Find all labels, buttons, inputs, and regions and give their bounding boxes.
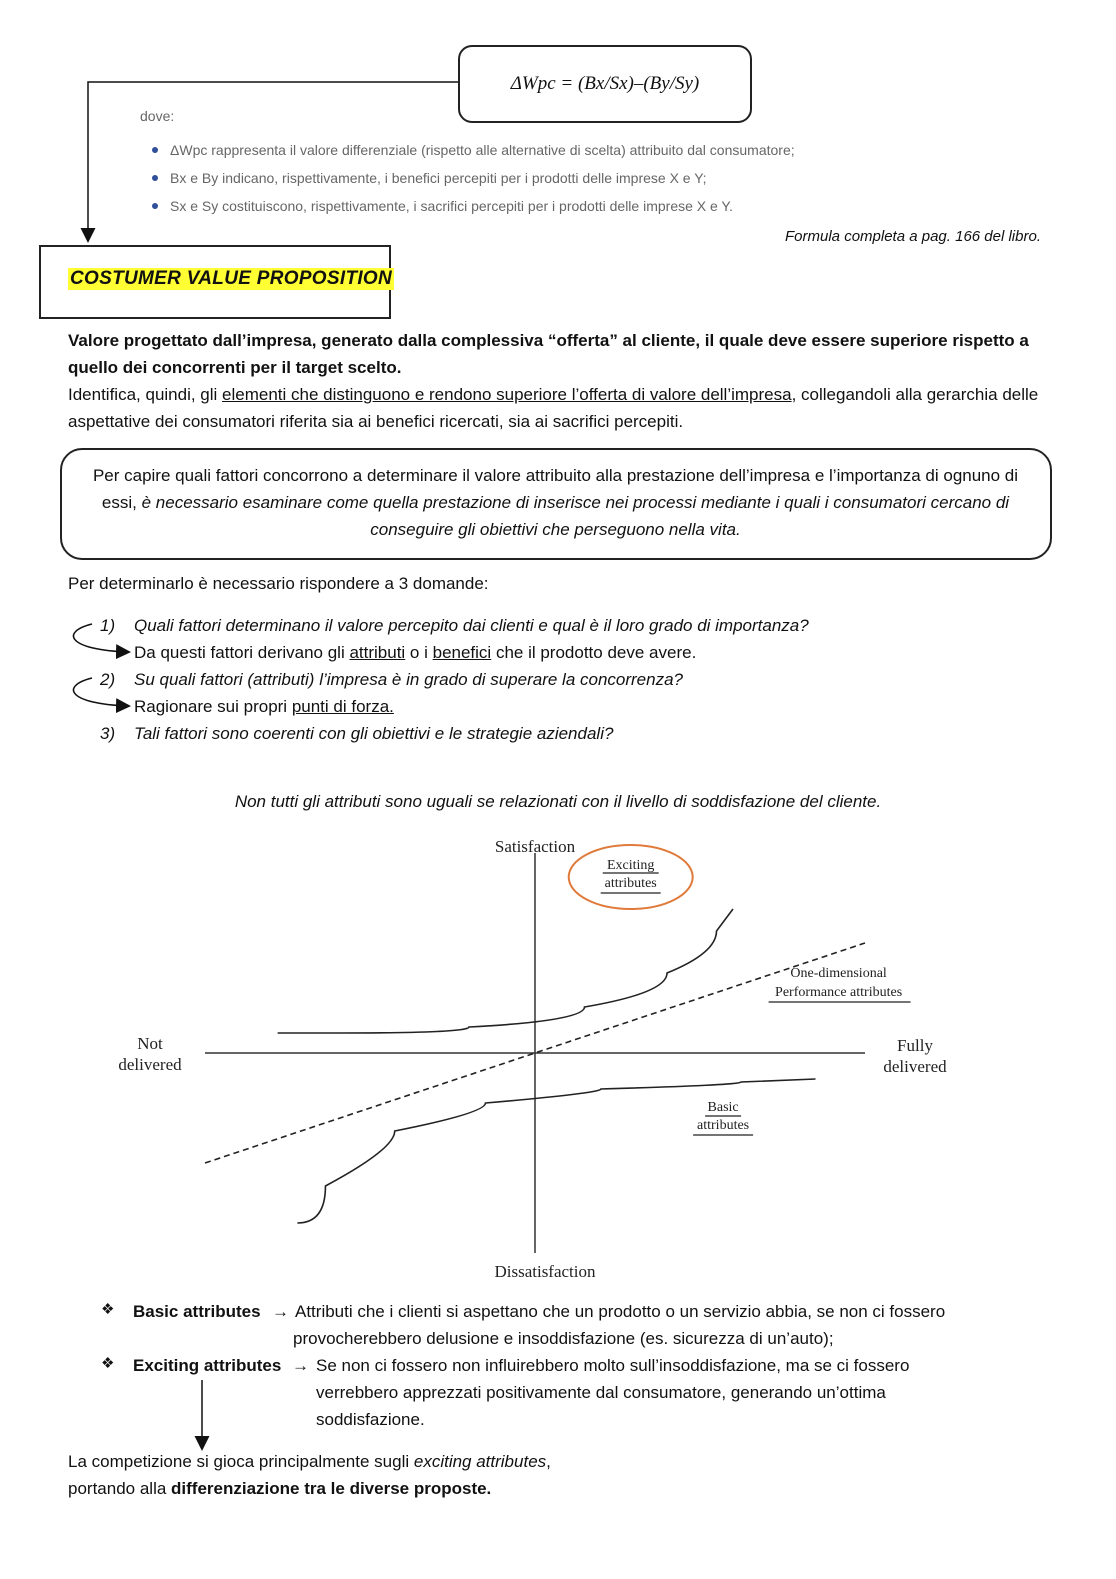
basic-attributes-label: Basic attributes bbox=[133, 1302, 261, 1321]
chart-caption: Non tutti gli attributi sono uguali se relazionati con il livello di soddisfazione del cliente. bbox=[234, 792, 882, 811]
conclusion-line2-before: portando alla bbox=[68, 1479, 172, 1498]
answer-1-before: Da questi fattori derivano gli bbox=[134, 643, 350, 662]
exciting-attributes-text-2: verrebbero apprezzati positivamente dal consumatore, generando un’ottima bbox=[316, 1383, 886, 1402]
answer-1-mid: o i bbox=[405, 643, 433, 662]
kano-chart bbox=[100, 830, 980, 1280]
answer-2-text bbox=[134, 693, 394, 720]
x-left-label: Not bbox=[137, 1034, 163, 1053]
questions-intro: Per determinarlo è necessario rispondere a 3 domande: bbox=[68, 574, 489, 593]
basic-attributes-arrow: → bbox=[272, 1302, 289, 1321]
intro-text bbox=[68, 327, 1058, 435]
exciting-label: Exciting bbox=[606, 858, 655, 873]
exciting-label: attributes bbox=[604, 876, 657, 891]
basic-attributes-text-2: provocherebbero delusione e insoddisfazione (es. sicurezza di un’auto); bbox=[293, 1329, 834, 1348]
intro-paragraph bbox=[68, 381, 1058, 435]
answer-1-attributi: attributi bbox=[349, 643, 406, 662]
answer-1-benefici: benefici bbox=[432, 643, 492, 662]
conclusion-line1-after: , bbox=[546, 1452, 551, 1471]
conclusion-line2-bold: differenziazione tra le diverse proposte. bbox=[171, 1479, 492, 1498]
highlight-box-text bbox=[78, 462, 1033, 543]
intro-p2-after: , collegandoli alla gerarchia delle aspettative dei consumatori riferita sia ai benefici ricercati, sia ai sacrifici percepiti. bbox=[68, 385, 1039, 431]
question-1-number: 1) bbox=[100, 616, 116, 635]
intro-p2-underlined: elementi che distinguono e rendono superiore l’offerta di valore dell’impresa bbox=[222, 385, 792, 404]
question-2-text: Su quali fattori (attributi) l’impresa è in grado di superare la concorrenza? bbox=[134, 670, 683, 689]
exciting-bullet-glyph: ❖ bbox=[101, 1355, 115, 1372]
one-dimensional-label: Performance attributes bbox=[775, 985, 903, 1000]
exciting-attributes-label: Exciting attributes bbox=[133, 1356, 282, 1375]
answer-2-underlined: punti di forza. bbox=[291, 697, 394, 716]
intro-p2-before: Identifica, quindi, gli bbox=[68, 385, 223, 404]
y-bottom-label: Dissatisfaction bbox=[494, 1262, 596, 1280]
answer-1-text bbox=[134, 639, 696, 666]
intro-bold-sentence: Valore progettato dall’impresa, generato dalla complessiva “offerta” al cliente, il quale deve essere superiore rispetto a quello dei concorrenti per il target scelto. bbox=[68, 331, 1029, 377]
exciting-attributes-arrow: → bbox=[292, 1356, 309, 1375]
conclusion-line-2 bbox=[68, 1475, 491, 1502]
conclusion-line1-italic: exciting attributes bbox=[413, 1452, 547, 1471]
one-dimensional-label: One-dimensional bbox=[790, 966, 887, 981]
section-title: COSTUMER VALUE PROPOSITION bbox=[70, 268, 393, 289]
x-left-label: delivered bbox=[118, 1055, 182, 1074]
x-right-label: delivered bbox=[883, 1057, 947, 1076]
exciting-attributes-text-3: soddisfazione. bbox=[316, 1410, 425, 1429]
formula-expression: ΔWpc = (Bx/Sx)–(By/Sy) bbox=[510, 73, 700, 94]
question-1-text: Quali fattori determinano il valore percepito dai clienti e qual è il loro grado di importanza? bbox=[134, 616, 809, 635]
formula-bullets bbox=[152, 136, 795, 220]
formula-where-label: dove: bbox=[140, 108, 175, 124]
question-3-text: Tali fattori sono coerenti con gli obiettivi e le strategie aziendali? bbox=[134, 724, 614, 743]
exciting-attributes-text-1: Se non ci fossero non influirebbero molto sull’insoddisfazione, ma se ci fossero bbox=[316, 1356, 910, 1375]
formula-bullet: ΔWpc rappresenta il valore differenziale (rispetto alle alternative di scelta) attribuito dal consumatore; bbox=[152, 136, 795, 164]
y-top-label: Satisfaction bbox=[494, 837, 576, 856]
basic-label: Basic bbox=[707, 1100, 739, 1115]
conclusion-line1-before: La competizione si gioca principalmente sugli bbox=[68, 1452, 414, 1471]
formula-reference-note: Formula completa a pag. 166 del libro. bbox=[785, 228, 1041, 245]
answer-2-before: Ragionare sui propri bbox=[134, 697, 292, 716]
basic-attributes-text-1: Attributi che i clienti si aspettano che un prodotto o un servizio abbia, se non ci fossero bbox=[295, 1302, 946, 1321]
answer-1-after: che il prodotto deve avere. bbox=[491, 643, 697, 662]
series-line-exciting-attributes bbox=[278, 909, 733, 1033]
formula-bullet: Bx e By indicano, rispettivamente, i benefici percepiti per i prodotti delle imprese X e Y; bbox=[152, 164, 795, 192]
conclusion-line-1 bbox=[68, 1448, 551, 1475]
x-right-label: Fully bbox=[897, 1036, 933, 1055]
formula-box bbox=[458, 45, 752, 123]
question-2-number: 2) bbox=[100, 670, 116, 689]
question-3-number: 3) bbox=[100, 724, 116, 743]
basic-label: attributes bbox=[697, 1118, 750, 1133]
box-italic-text: è necessario esaminare come quella prestazione di inserisce nei processi mediante i quali i consumatori cercano di conseguire gli obiettivi che perseguono nella vita. bbox=[141, 493, 1010, 539]
formula-bullet: Sx e Sy costituiscono, rispettivamente, i sacrifici percepiti per i prodotti delle imprese X e Y. bbox=[152, 192, 795, 220]
basic-bullet-glyph: ❖ bbox=[101, 1301, 115, 1318]
box-normal-text: Per capire quali fattori concorrono a determinare il valore attribuito alla prestazione dell’impresa e l’importanza di ognuno di essi, bbox=[92, 466, 1019, 512]
